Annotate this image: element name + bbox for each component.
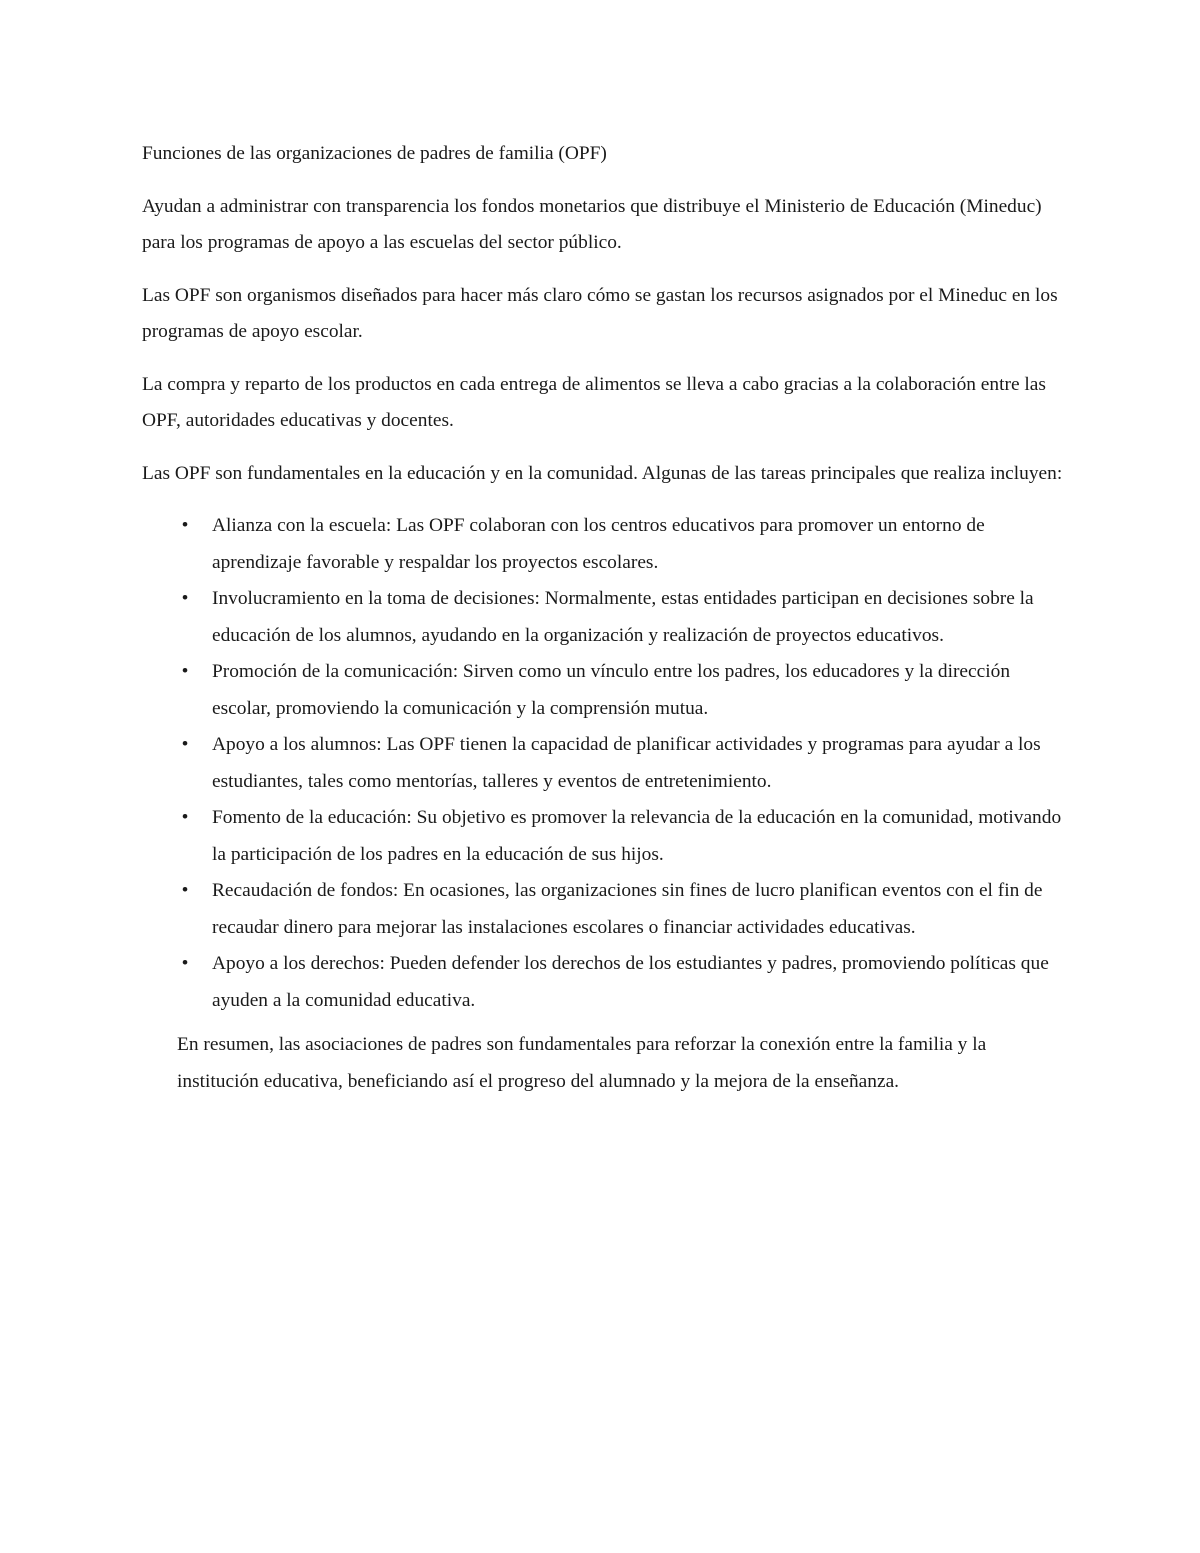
paragraph-1: Ayudan a administrar con transparencia los fondos monetarios que distribuye el Ministerio de Educación (Mineduc) para los programas de apoyo a las escuelas del sector público. — [142, 195, 1042, 253]
list-item-text: Apoyo a los derechos: Pueden defender los derechos de los estudiantes y padres, promoviendo políticas que ayuden a la comunidad educativa. — [212, 953, 1049, 1011]
bullet-icon: • — [181, 661, 189, 682]
paragraph-4: Las OPF son fundamentales en la educación y en la comunidad. Algunas de las tareas principales que realiza incluyen: — [142, 462, 1063, 484]
list-item — [142, 654, 1064, 727]
paragraph-3: La compra y reparto de los productos en cada entrega de alimentos se lleva a cabo gracias a la colaboración entre las OPF, autoridades educativas y docentes. — [142, 373, 1046, 431]
list-item-text: Involucramiento en la toma de decisiones: Normalmente, estas entidades participan en decisiones sobre la educación de los alumnos, ayudando en la organización y realización de proyectos educativos. — [212, 588, 1034, 646]
list-item-text: Promoción de la comunicación: Sirven como un vínculo entre los padres, los educadores y la dirección escolar, promoviendo la comunicación y la comprensión mutua. — [212, 661, 1011, 719]
bullet-icon: • — [181, 588, 189, 609]
bullet-icon: • — [181, 880, 189, 901]
list-item — [142, 873, 1064, 946]
list-item-text: Fomento de la educación: Su objetivo es promover la relevancia de la educación en la comunidad, motivando la participación de los padres en la educación de sus hijos. — [212, 807, 1062, 865]
list-item — [142, 508, 1064, 581]
tasks-list — [142, 508, 1064, 1019]
list-item-text: Recaudación de fondos: En ocasiones, las organizaciones sin fines de lucro planifican eventos con el fin de recaudar dinero para mejorar las instalaciones escolares o financiar actividades educativas. — [212, 880, 1043, 938]
list-item — [142, 581, 1064, 654]
list-item-text: Apoyo a los alumnos: Las OPF tienen la capacidad de planificar actividades y programas para ayudar a los estudiantes, tales como mentorías, talleres y eventos de entretenimiento. — [212, 734, 1041, 792]
bullet-icon: • — [181, 953, 189, 974]
document-title: Funciones de las organizaciones de padres de familia (OPF) — [142, 143, 607, 164]
paragraph-2: Las OPF son organismos diseñados para hacer más claro cómo se gastan los recursos asignados por el Mineduc en los programas de apoyo escolar. — [142, 284, 1058, 342]
list-item — [142, 727, 1064, 800]
summary-paragraph: En resumen, las asociaciones de padres son fundamentales para reforzar la conexión entre la familia y la institución educativa, beneficiando así el progreso del alumnado y la mejora de la enseñanza. — [177, 1034, 987, 1092]
list-item — [142, 800, 1064, 873]
bullet-icon: • — [181, 734, 189, 755]
list-item — [142, 946, 1064, 1019]
bullet-icon: • — [181, 807, 189, 828]
list-item-text: Alianza con la escuela: Las OPF colaboran con los centros educativos para promover un entorno de aprendizaje favorable y respaldar los proyectos escolares. — [212, 515, 985, 573]
bullet-icon: • — [181, 515, 189, 536]
document-body — [142, 136, 1064, 1100]
